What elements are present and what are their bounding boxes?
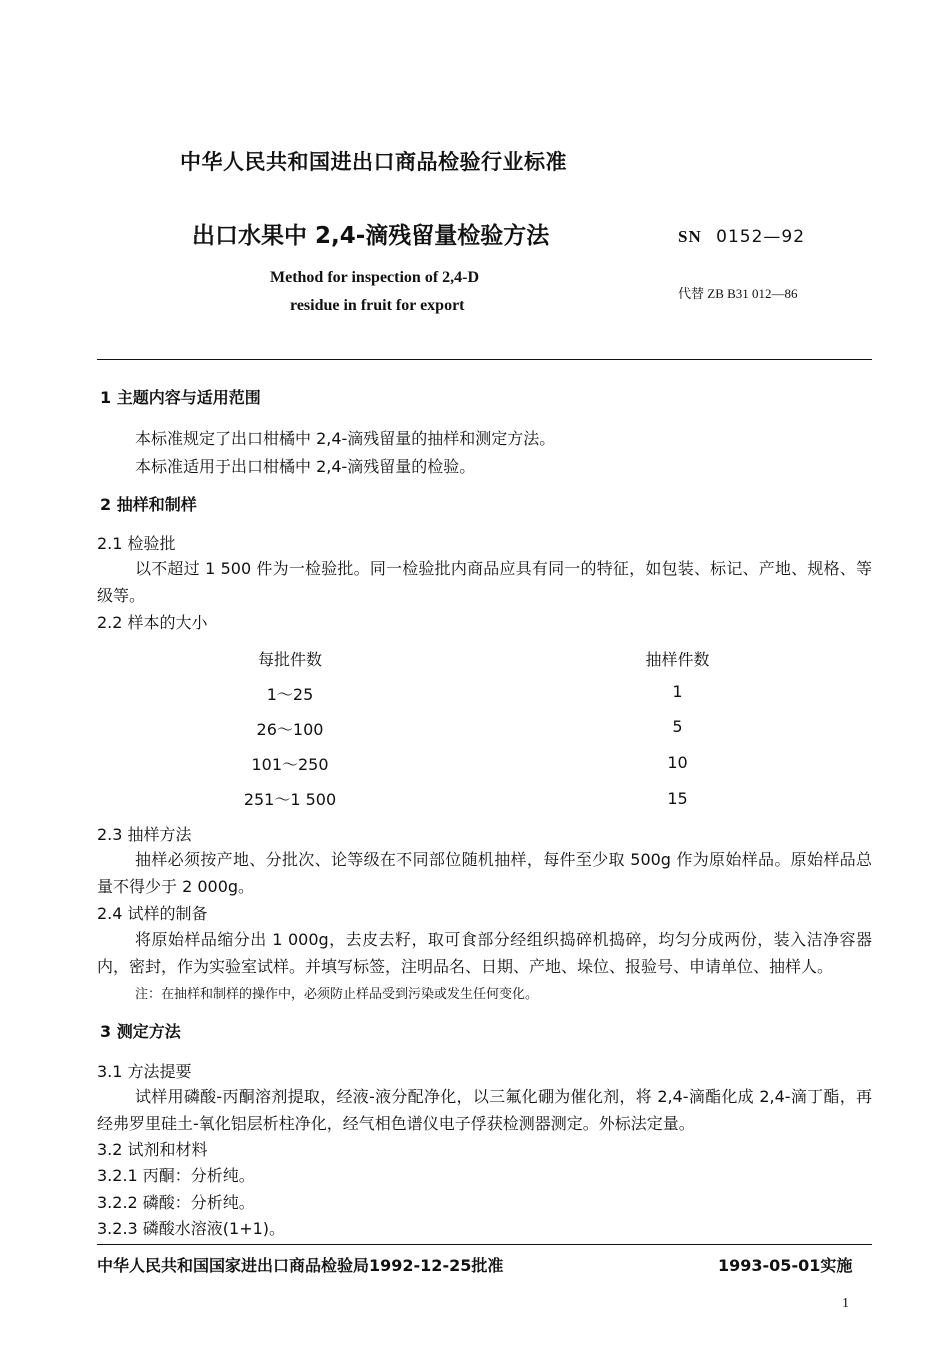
page-number: 1 bbox=[842, 1296, 849, 1311]
effective-date: 1993-05-01实施 bbox=[718, 1256, 853, 1275]
section-1-paragraph-2: 本标准适用于出口柑橘中 2,4-滴残留量的检验。 bbox=[135, 457, 476, 476]
section-2-2-heading: 2.2 样本的大小 bbox=[97, 613, 208, 632]
section-1-paragraph-1: 本标准规定了出口柑橘中 2,4-滴残留量的抽样和测定方法。 bbox=[135, 429, 556, 448]
table-cell-batch: 251～1 500 bbox=[243, 790, 337, 809]
section-3-2-heading: 3.2 试剂和材料 bbox=[97, 1140, 208, 1159]
section-2-1-heading: 2.1 检验批 bbox=[97, 534, 176, 553]
section-3-2-3: 3.2.3 磷酸水溶液(1+1)。 bbox=[97, 1219, 286, 1238]
section-2-3-text: 抽样必须按产地、分批次、论等级在不同部位随机抽样，每件至少取 500g 作为原始样品。原始样品总量不得少于 2 000g。 bbox=[97, 850, 872, 896]
table-cell-batch: 101～250 bbox=[251, 755, 329, 774]
section-3-heading: 3 测定方法 bbox=[100, 1022, 181, 1041]
replaces-standard: 代替 ZB B31 012—86 bbox=[678, 286, 798, 301]
approval-line: 中华人民共和国国家进出口商品检验局1992-12-25批准 bbox=[97, 1256, 504, 1275]
document-title-en-line1: Method for inspection of 2,4-D bbox=[270, 269, 480, 286]
section-3-1-text: 试样用磷酸-丙酮溶剂提取，经液-液分配净化，以三氟化硼为催化剂，将 2,4-滴酯化成 2,4-滴丁酯，再经弗罗里硅土-氧化铝层析柱净化，经气相色谱仪电子俘获检测器测定。外标法定量。 bbox=[97, 1087, 872, 1133]
section-2-4-text: 将原始样品缩分出 1 000g，去皮去籽，取可食部分经组织捣碎机捣碎，均匀分成两份，装入洁净容器内，密封，作为实验室试样。并填写标签，注明品名、日期、产地、垛位、报验号、申请单位、抽样人。 bbox=[97, 930, 872, 976]
section-3-2-1: 3.2.1 丙酮：分析纯。 bbox=[97, 1166, 255, 1185]
table-header-batch: 每批件数 bbox=[257, 650, 322, 669]
standard-number: 0152—92 bbox=[716, 227, 806, 247]
footer-divider bbox=[97, 1244, 872, 1245]
document-title-en-line2: residue in fruit for export bbox=[290, 297, 465, 314]
section-2-1-text: 以不超过 1 500 件为一检验批。同一检验批内商品应具有同一的特征，如包装、标记、产地、规格、等级等。 bbox=[97, 559, 872, 605]
issuing-standard-title: 中华人民共和国进出口商品检验行业标准 bbox=[180, 150, 567, 174]
table-cell-sample: 1 bbox=[672, 682, 683, 701]
table-header-sample: 抽样件数 bbox=[645, 650, 710, 669]
header-divider bbox=[97, 359, 872, 360]
section-2-4-note: 注：在抽样和制样的操作中，必须防止样品受到污染或发生任何变化。 bbox=[135, 987, 539, 1002]
table-cell-batch: 26～100 bbox=[256, 720, 324, 739]
section-2-heading: 2 抽样和制样 bbox=[100, 495, 197, 514]
table-cell-sample: 10 bbox=[667, 753, 688, 772]
table-cell-batch: 1～25 bbox=[266, 685, 314, 704]
document-title-cn: 出口水果中 2,4-滴残留量检验方法 bbox=[192, 223, 550, 249]
section-3-1-heading: 3.1 方法提要 bbox=[97, 1062, 192, 1081]
standard-prefix: SN bbox=[678, 227, 702, 246]
section-3-2-2: 3.2.2 磷酸：分析纯。 bbox=[97, 1193, 255, 1212]
section-2-3-heading: 2.3 抽样方法 bbox=[97, 825, 192, 844]
standard-code bbox=[678, 227, 805, 247]
table-cell-sample: 15 bbox=[667, 789, 688, 808]
table-cell-sample: 5 bbox=[672, 717, 683, 736]
section-2-4-heading: 2.4 试样的制备 bbox=[97, 904, 208, 923]
section-1-heading: 1 主题内容与适用范围 bbox=[100, 388, 261, 407]
